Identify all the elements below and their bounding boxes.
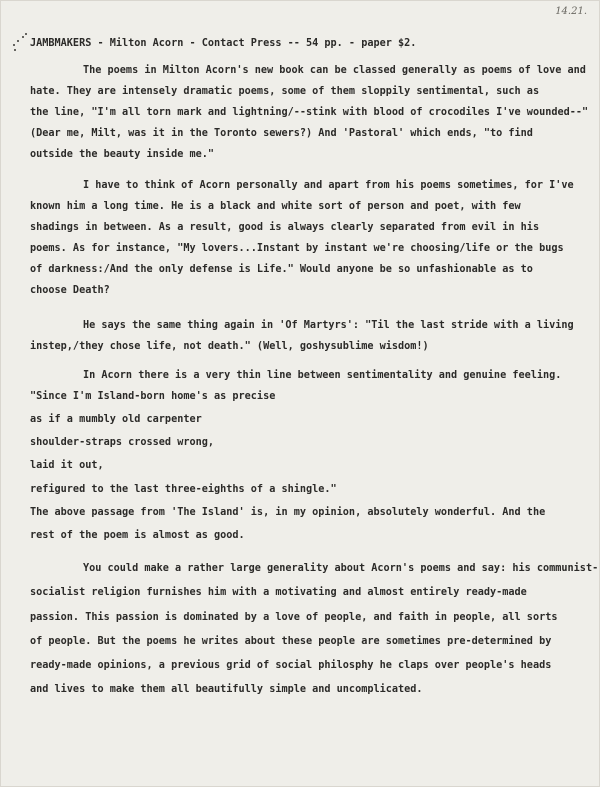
- text-line: and lives to make them all beautifully simple and uncomplicated.: [30, 684, 423, 695]
- text-line: of darkness:/And the only defense is Life." Would anyone be so unfashionable as to: [30, 264, 533, 275]
- poem-line: laid it out,: [30, 460, 104, 471]
- text-line: The poems in Milton Acorn's new book can be classed generally as poems of love and: [83, 65, 586, 76]
- text-line: choose Death?: [30, 285, 110, 296]
- poem-line: as if a mumbly old carpenter: [30, 414, 202, 425]
- text-line: socialist religion furnishes him with a motivating and almost entirely ready-made: [30, 587, 527, 598]
- text-line: In Acorn there is a very thin line between sentimentality and genuine feeling.: [83, 370, 562, 381]
- poem-line: refigured to the last three-eighths of a shingle.": [30, 484, 337, 495]
- text-line: The above passage from 'The Island' is, in my opinion, absolutely wonderful. And the: [30, 507, 546, 518]
- text-line: I have to think of Acorn personally and apart from his poems sometimes, for I've: [83, 180, 574, 191]
- archive-page-number: 14.21.: [555, 6, 587, 17]
- text-line: He says the same thing again in 'Of Martyrs': "Til the last stride with a living: [83, 320, 574, 331]
- text-line: You could make a rather large generality about Acorn's poems and say: his communist-: [83, 563, 599, 574]
- text-line: rest of the poem is almost as good.: [30, 530, 245, 541]
- text-line: ready-made opinions, a previous grid of social philosphy he claps over people's heads: [30, 660, 552, 671]
- review-heading: JAMBMAKERS - Milton Acorn - Contact Press -- 54 pp. - paper $2.: [30, 38, 417, 49]
- text-line: passion. This passion is dominated by a love of people, and faith in people, all sorts: [30, 612, 558, 623]
- text-line: outside the beauty inside me.": [30, 149, 215, 160]
- text-line: poems. As for instance, "My lovers...Instant by instant we're choosing/life or the bugs: [30, 243, 564, 254]
- text-line: (Dear me, Milt, was it in the Toronto sewers?) And 'Pastoral' which ends, "to find: [30, 128, 533, 139]
- poem-line: "Since I'm Island-born home's as precise: [30, 391, 276, 402]
- text-line: instep,/they chose life, not death." (Well, goshysublime wisdom!): [30, 341, 429, 352]
- pen-tick-mark: [11, 33, 29, 51]
- text-line: known him a long time. He is a black and white sort of person and poet, with few: [30, 201, 521, 212]
- text-line: the line, "I'm all torn mark and lightning/--stink with blood of crocodiles I've wounded--": [30, 107, 589, 118]
- text-line: shadings in between. As a result, good is always clearly separated from evil in his: [30, 222, 540, 233]
- text-line: of people. But the poems he writes about these people are sometimes pre-determined by: [30, 636, 552, 647]
- text-line: hate. They are intensely dramatic poems, some of them sloppily sentimental, such as: [30, 86, 540, 97]
- poem-line: shoulder-straps crossed wrong,: [30, 437, 215, 448]
